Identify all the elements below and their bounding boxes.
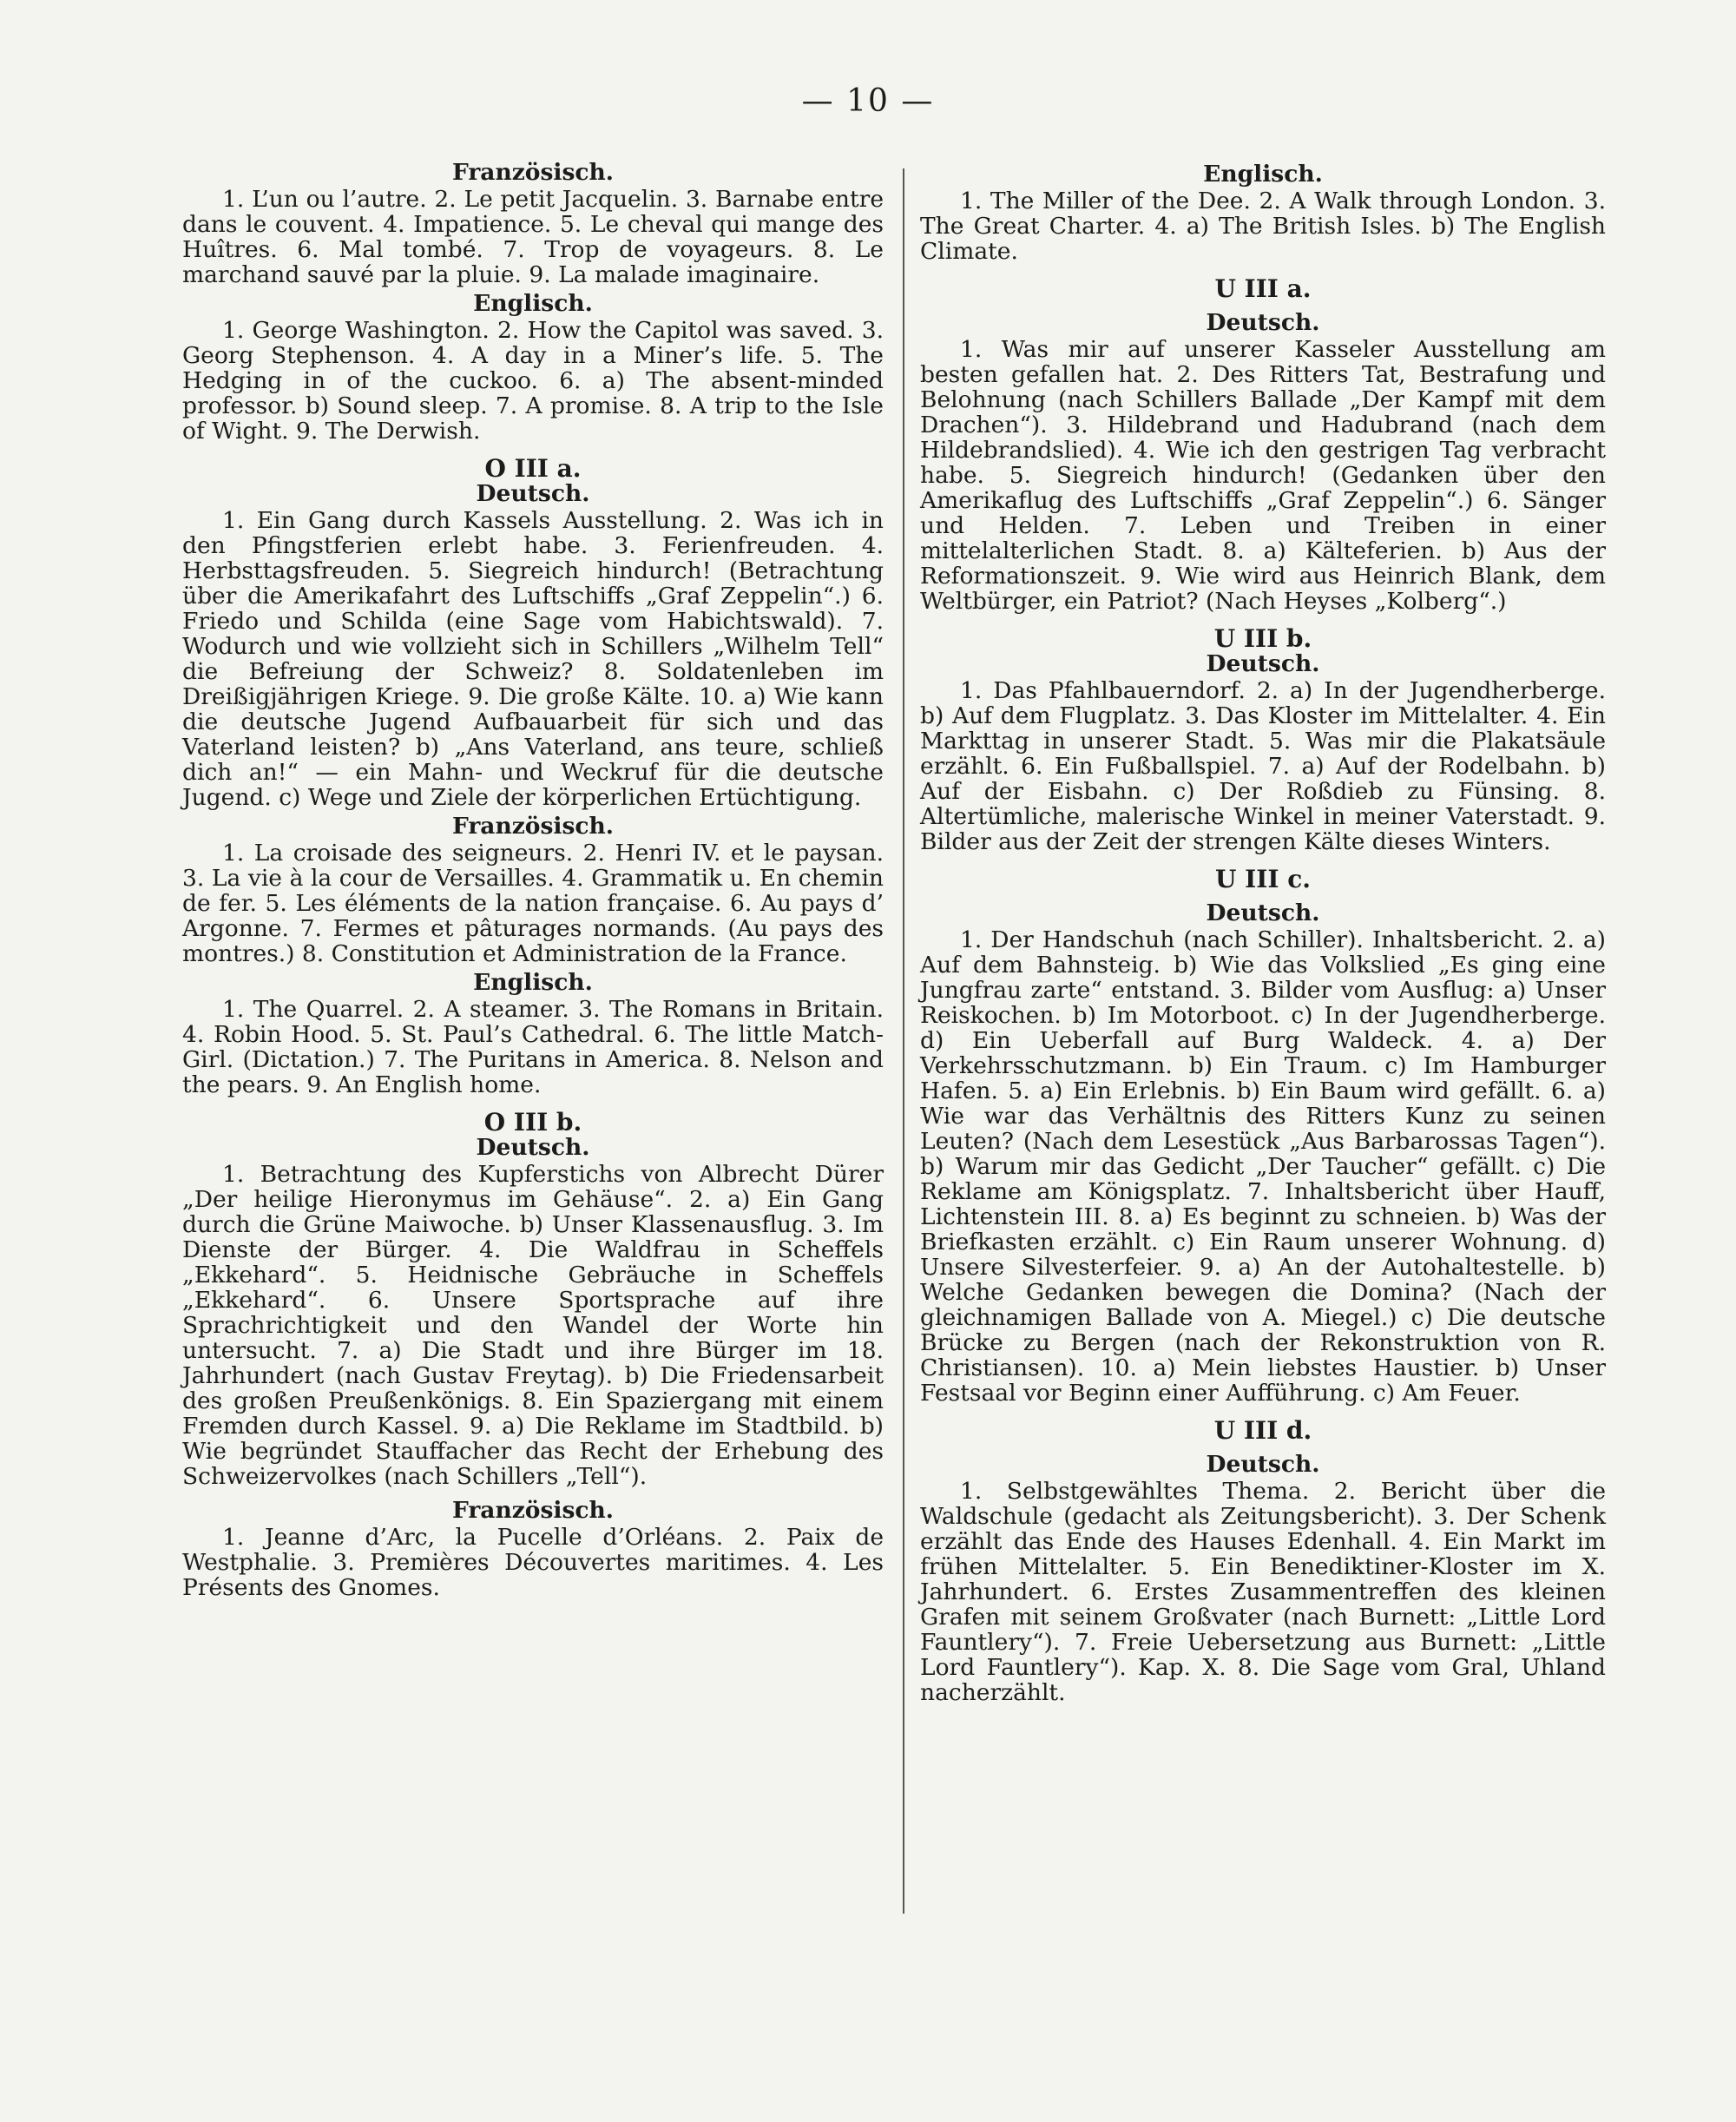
section-heading: Deutsch. <box>1206 1451 1320 1478</box>
section-text: 1. Das Pfahlbauerndorf. 2. a) In der Jugendherberge. b) Auf dem Flugplatz. 3. Das Kloster im Mittelalter. 4. Ein Markttag in unserer Stadt. 5. Was mir die Plakatsäule erzählt. 6. Ein Fußballspiel. 7. a) Auf der Rodelbahn. b) Auf der Eisbahn. c) Der Roßdieb zu Fünsing. 8. Altertümliche, malerische Winkel in meiner Vaterstadt. 9. Bilder aus der Zeit der strengen Kälte dieses Winters. <box>920 677 1606 855</box>
left-column <box>182 160 884 1604</box>
column-divider <box>903 168 904 1914</box>
section-heading: Deutsch. <box>1206 309 1320 336</box>
section-heading: Englisch. <box>1203 161 1323 188</box>
section-heading: Deutsch. <box>476 1134 590 1161</box>
section-text: 1. George Washington. 2. How the Capitol was saved. 3. Georg Stephenson. 4. A day in a Miner’s life. 5. The Hedging in of the cuckoo. 6. a) The absent-minded professor. b) Sound sleep. 7. A promise. 8. A trip to the Isle of Wight. 9. The Derwish. <box>182 317 884 445</box>
class-heading: U III b. <box>1213 624 1312 653</box>
section-text: 1. Jeanne d’Arc, la Pucelle d’Orléans. 2. Paix de Westphalie. 3. Premières Découvertes maritimes. 4. Les Présents des Gnomes. <box>182 1524 884 1601</box>
class-heading: U III d. <box>1213 1416 1312 1445</box>
section-text: 1. Ein Gang durch Kassels Ausstellung. 2. Was ich in den Pfingstferien erlebt habe. 3. Ferienfreuden. 4. Herbsttagsfreuden. 5. Siegreich hindurch! (Betrachtung über die Amerikafahrt des Luftschiffs „Graf Zeppelin“.) 6. Friedo und Schilda (eine Sage vom Habichtswald). 7. Wodurch und wie vollzieht sich in Schillers „Wilhelm Tell“ die Befreiung der Schweiz? 8. Soldatenleben im Dreißigjährigen Kriege. 9. Die große Kälte. 10. a) Wie kann die deutsche Jugend Aufbauarbeit für sich und das Vaterland leisten? b) „Ans Vaterland, ans teure, schließ dich an!“ — ein Mahn- und Weckruf für die deutsche Jugend. c) Wege und Ziele der körperlichen Ertüchtigung. <box>182 507 884 811</box>
section-heading: Französisch. <box>451 1497 614 1524</box>
section-text: 1. L’un ou l’autre. 2. Le petit Jacquelin. 3. Barnabe entre dans le couvent. 4. Impatience. 5. Le cheval qui mange des Huîtres. 6. Mal tombé. 7. Trop de voyageurs. 8. Le marchand sauvé par la pluie. 9. La malade imaginaire. <box>182 186 884 288</box>
section-text: 1. Selbstgewähltes Thema. 2. Bericht über die Waldschule (gedacht als Zeitungsbericht). 3. Der Schenk erzählt das Ende des Hauses Edenhall. 4. Ein Markt im frühen Mittelalter. 5. Ein Benediktiner-Kloster im X. Jahrhundert. 6. Erstes Zusammentreffen des kleinen Grafen mit seinem Großvater (nach Burnett: „Little Lord Fauntlery“). 7. Freie Uebersetzung aus Burnett: „Little Lord Fauntlery“). Kap. X. 8. Die Sage vom Gral, Uhland nacherzählt. <box>920 1478 1606 1706</box>
right-column <box>920 161 1606 1709</box>
section-text: 1. Was mir auf unserer Kasseler Ausstellung am besten gefallen hat. 2. Des Ritters Tat, Bestrafung und Belohnung (nach Schillers Ballade „Der Kampf mit dem Drachen“). 3. Hildebrand und Hadubrand (nach dem Hildebrandslied). 4. Wie ich den gestrigen Tag verbracht habe. 5. Siegreich hindurch! (Gedanken über den Amerikaflug des Luftschiffs „Graf Zeppelin“.) 6. Sänger und Helden. 7. Leben und Treiben in einer mittelalterlichen Stadt. 8. a) Kälteferien. b) Aus der Reformationszeit. 9. Wie wird aus Heinrich Blank, dem Weltbürger, ein Patriot? (Nach Heyses „Kolberg“.) <box>920 336 1606 615</box>
section-heading: Französisch. <box>451 813 614 840</box>
class-heading: U III c. <box>1214 865 1311 893</box>
section-heading: Englisch. <box>473 969 593 996</box>
class-heading: O III a. <box>484 454 582 483</box>
class-heading: O III b. <box>483 1108 582 1137</box>
section-text: 1. Betrachtung des Kupferstichs von Albrecht Dürer „Der heilige Hieronymus im Gehäuse“. 2. a) Ein Gang durch die Grüne Maiwoche. b) Unser Klassenausflug. 3. Im Dienste der Bürger. 4. Die Waldfrau in Scheffels „Ekkehard“. 5. Heidnische Gebräuche in Scheffels „Ekkehard“. 6. Unsere Sportsprache auf ihre Sprachrichtigkeit und den Wandel der Worte hin untersucht. 7. a) Die Stadt und ihre Bürger im 18. Jahrhundert (nach Gustav Freytag). b) Die Friedensarbeit des großen Preußenkönigs. 8. Ein Spaziergang mit einem Fremden durch Kassel. 9. a) Die Reklame im Stadtbild. b) Wie begründet Stauffacher das Recht der Erhebung des Schweizervolkes (nach Schillers „Tell“). <box>182 1161 884 1490</box>
section-heading: Deutsch. <box>1206 900 1320 926</box>
section-heading: Deutsch. <box>1206 650 1320 677</box>
section-text: 1. The Miller of the Dee. 2. A Walk through London. 3. The Great Charter. 4. a) The British Isles. b) The English Climate. <box>920 188 1606 265</box>
section-text: 1. La croisade des seigneurs. 2. Henri IV. et le paysan. 3. La vie à la cour de Versailles. 4. Grammatik u. En chemin de fer. 5. Les éléments de la nation française. 6. Au pays d’ Argonne. 7. Fermes et pâturages normands. (Au pays des montres.) 8. Constitution et Administration de la France. <box>182 840 884 967</box>
section-heading: Französisch. <box>451 159 614 186</box>
class-heading: U III a. <box>1214 274 1312 303</box>
section-heading: Englisch. <box>473 290 593 317</box>
page-number: — 10 — <box>801 83 935 119</box>
section-text: 1. Der Handschuh (nach Schiller). Inhaltsbericht. 2. a) Auf dem Bahnsteig. b) Wie das Volkslied „Es ging eine Jungfrau zarte“ entstand. 3. Bilder vom Ausflug: a) Unser Reiskochen. b) Im Motorboot. c) In der Jugendherberge. d) Ein Ueberfall auf Burg Waldeck. 4. a) Der Verkehrsschutzmann. b) Ein Traum. c) Im Hamburger Hafen. 5. a) Ein Erlebnis. b) Ein Baum wird gefällt. 6. a) Wie war das Verhältnis des Ritters Kunz zu seinen Leuten? (Nach dem Lesestück „Aus Barbarossas Tagen“). b) Warum mir das Gedicht „Der Taucher“ gefällt. c) Die Reklame am Königsplatz. 7. Inhaltsbericht über Hauff, Lichtenstein III. 8. a) Es beginnt zu schneien. b) Was der Briefkasten erzählt. c) Ein Raum unserer Wohnung. d) Unsere Silvesterfeier. 9. a) An der Autohaltestelle. b) Welche Gedanken bewegen die Domina? (Nach der gleichnamigen Ballade von A. Miegel.) c) Die deutsche Brücke zu Bergen (nach der Rekonstruktion von R. Christiansen). 10. a) Mein liebstes Haustier. b) Unser Festsaal vor Beginn einer Aufführung. c) Am Feuer. <box>920 926 1606 1407</box>
section-heading: Deutsch. <box>476 480 590 507</box>
section-text: 1. The Quarrel. 2. A steamer. 3. The Romans in Britain. 4. Robin Hood. 5. St. Paul’s Cathedral. 6. The little Match-Girl. (Dictation.) 7. The Puritans in America. 8. Nelson and the pears. 9. An English home. <box>182 996 884 1098</box>
